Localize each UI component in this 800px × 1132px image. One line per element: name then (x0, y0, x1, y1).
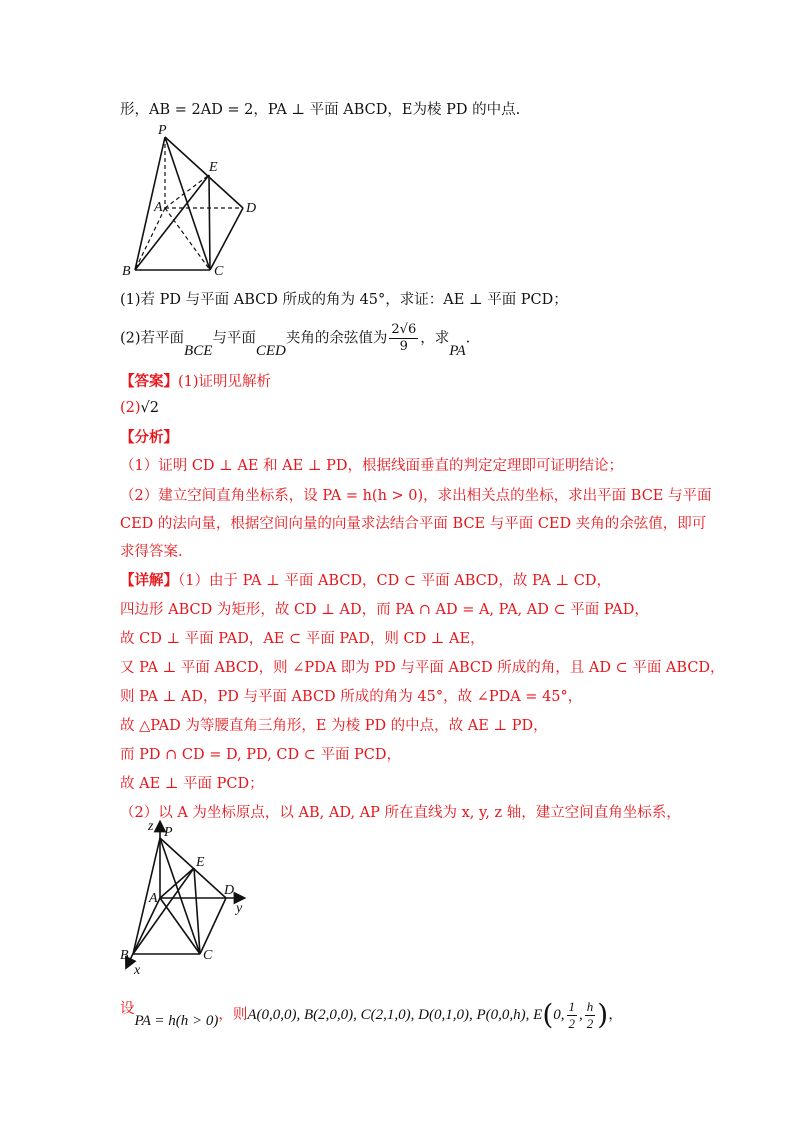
figure-pyramid-2 (118, 818, 278, 978)
q2-plane1: BCE (184, 342, 213, 359)
label-a: A (154, 200, 163, 215)
analysis-line-4: 求得答案. (120, 544, 183, 560)
last-tail: ， (608, 1007, 623, 1023)
label2-a: A (149, 891, 158, 906)
detail-tag: 【详解】 (120, 572, 178, 589)
last-line (120, 992, 623, 1038)
label-e: E (209, 160, 218, 175)
q2-target: PA (449, 342, 466, 359)
question-2 (120, 322, 470, 362)
e-frac-1-den: 2 (568, 1015, 575, 1031)
edge-cd (210, 208, 243, 270)
label2-z: z (148, 819, 154, 834)
answer-1: (1)证明见解析 (178, 374, 272, 390)
q2-frac-num: 2√6 (391, 322, 417, 337)
e-frac-1-num: 1 (568, 998, 575, 1014)
detail-line-2: 四边形 ABCD 为矩形，故 CD ⊥ AD，而 PA ∩ AD = A, PA, AD ⊂ 平面 PAD， (120, 602, 649, 618)
e-zero: 0, (553, 1007, 565, 1023)
label2-y: y (236, 901, 243, 916)
e-close-paren: ) (597, 998, 609, 1031)
q2-mid: 与平面 (212, 330, 256, 347)
label-d: D (246, 201, 257, 216)
label2-d: D (224, 883, 235, 898)
label-c: C (214, 264, 224, 279)
label2-e: E (196, 855, 205, 870)
answer-tag: 【答案】 (120, 373, 178, 390)
answer-line-1 (120, 372, 271, 392)
edge2-ae (160, 868, 194, 898)
answer-2-prefix: (2) (120, 400, 141, 416)
e-frac-1 (567, 999, 578, 1032)
label2-b: B (120, 948, 129, 963)
analysis-tag: 【分析】 (120, 429, 178, 446)
detail-line-1 (120, 571, 611, 591)
detail-line-3: 故 CD ⊥ 平面 PAD，AE ⊂ 平面 PAD，则 CD ⊥ AE， (120, 631, 485, 647)
q2-fraction (389, 322, 418, 355)
q2-ask: ，求 (420, 330, 450, 347)
answer-line-2 (120, 398, 159, 418)
analysis-line-1: （1）证明 CD ⊥ AE 和 AE ⊥ PD，根据线面垂直的判定定理即可证明结论； (120, 458, 623, 474)
e-comma: , (579, 1007, 583, 1023)
edge2-ac (160, 898, 200, 954)
label2-p: P (164, 825, 173, 840)
label-b: B (122, 264, 131, 279)
q2-prefix: (2)若平面 (120, 330, 185, 347)
detail-line-8: 故 AE ⊥ 平面 PCD； (120, 776, 264, 792)
q2-plane2: CED (255, 342, 286, 359)
q2-after: 夹角的余弦值为 (285, 330, 388, 347)
detail-l1: （1）由于 PA ⊥ 平面 ABCD，CD ⊂ 平面 ABCD，故 PA ⊥ CD， (178, 573, 611, 589)
question-1: (1)若 PD 与平面 ABCD 所成的角为 45°，求证：AE ⊥ 平面 PCD； (120, 292, 568, 308)
detail-line-7: 而 PD ∩ CD = D, PD, CD ⊂ 平面 PCD， (120, 747, 402, 763)
detail-line-6: 故 △PAD 为等腰直角三角形，E 为棱 PD 的中点，故 AE ⊥ PD， (120, 718, 548, 734)
analysis-line-2: （2）建立空间直角坐标系，设 PA = h(h > 0)，求出相关点的坐标，求出平面 BCE 与平面 (120, 488, 712, 504)
q2-frac-den: 9 (399, 339, 408, 354)
figure-pyramid-1 (118, 122, 278, 282)
edge-ce (209, 175, 210, 270)
detail-line-9: （2）以 A 为坐标原点，以 AB, AD, AP 所在直线为 x, y, z 轴，建立空间直角坐标系， (120, 805, 681, 821)
last-then: ，则 (218, 1007, 248, 1023)
e-frac-2-den: 2 (586, 1015, 594, 1031)
last-coords: A(0,0,0), B(2,0,0), C(2,1,0), D(0,1,0), P(0,0,h), E (247, 1007, 543, 1023)
label2-x: x (134, 963, 141, 978)
intro-line: 形，AB = 2AD = 2，PA ⊥ 平面 ABCD，E为棱 PD 的中点. (120, 102, 521, 118)
edge2-cd (200, 898, 226, 954)
last-pa: PA = h(h > 0) (134, 1013, 219, 1029)
edge-ab (135, 208, 165, 270)
edge-ac (165, 208, 210, 270)
analysis-line-3: CED 的法向量，根据空间向量的向量求法结合平面 BCE 与平面 CED 夹角的余弦值，即可 (120, 516, 707, 532)
answer-2-value: √2 (140, 400, 160, 416)
e-frac-2 (585, 999, 596, 1032)
detail-line-4: 又 PA ⊥ 平面 ABCD，则 ∠PDA 即为 PD 与平面 ABCD 所成的角，且 AD ⊂ 平面 ABCD， (120, 660, 725, 676)
last-prefix: 设 (120, 1001, 135, 1017)
e-open-paren: ( (542, 998, 554, 1031)
q2-end: . (465, 330, 471, 347)
label2-c: C (203, 948, 213, 963)
e-frac-2-num: h (586, 998, 594, 1014)
detail-line-5: 则 PA ⊥ AD，PD 与平面 ABCD 所成的角为 45°，故 ∠PDA = 45°， (120, 689, 583, 705)
label-p: P (158, 123, 167, 138)
